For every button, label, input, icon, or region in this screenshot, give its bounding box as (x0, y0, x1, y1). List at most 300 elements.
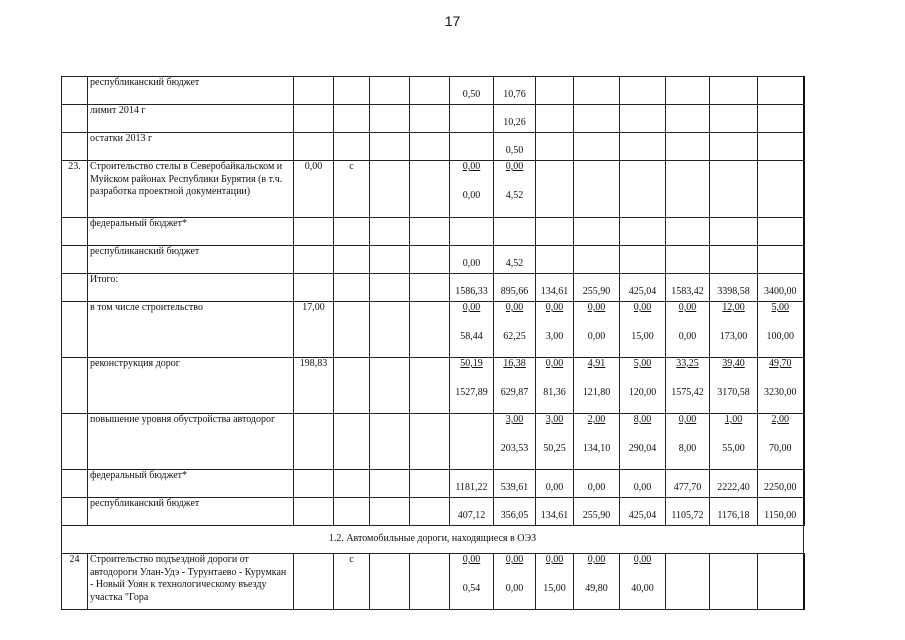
value-cell (666, 218, 710, 246)
value-top (712, 218, 755, 230)
empty-cell (410, 77, 450, 105)
value-top: 16,38 (503, 358, 526, 369)
row-name: реконструкция дорог (88, 358, 294, 414)
section-row (62, 526, 804, 554)
value-top: 0,00 (545, 358, 564, 369)
value-cell (574, 161, 620, 218)
type-cell (334, 77, 370, 105)
value-top: 0,00 (462, 302, 481, 313)
value-top (668, 470, 707, 482)
table-row (62, 246, 804, 274)
type-cell (334, 358, 370, 414)
value-top (452, 470, 491, 482)
empty-cell (410, 302, 450, 358)
value-cell (758, 133, 804, 161)
value-cell (494, 498, 536, 526)
value-top: 5,00 (633, 358, 652, 369)
empty-cell (410, 218, 450, 246)
row-number (62, 470, 88, 498)
type-cell (334, 274, 370, 302)
empty-cell (410, 358, 450, 414)
value-top (576, 161, 617, 173)
type-cell: с (334, 554, 370, 610)
value-top (760, 498, 801, 510)
value-top (712, 77, 755, 89)
value-cell (710, 414, 758, 470)
value-bottom: 0,50 (462, 89, 481, 100)
empty-cell (410, 133, 450, 161)
value-cell (758, 358, 804, 414)
row-name: республиканский бюджет (88, 246, 294, 274)
value-bottom: 62,25 (503, 330, 526, 342)
value-cell (574, 77, 620, 105)
value-cell (450, 274, 494, 302)
cost-cell (294, 470, 334, 498)
value-top (668, 77, 707, 89)
value-top (538, 105, 571, 117)
value-top (538, 498, 571, 510)
value-cell (494, 554, 536, 610)
value-cell (450, 105, 494, 133)
value-cell (758, 218, 804, 246)
value-bottom: 2222,40 (717, 482, 750, 493)
value-bottom: 477,70 (673, 482, 702, 493)
value-cell (620, 302, 666, 358)
value-cell (666, 133, 710, 161)
value-bottom: 0,00 (587, 482, 606, 493)
value-top: 33,25 (676, 358, 699, 369)
value-bottom: 58,44 (460, 330, 483, 342)
value-bottom: 40,00 (631, 582, 654, 594)
value-bottom: 1181,22 (455, 482, 488, 493)
table-row (62, 274, 804, 302)
value-top (712, 161, 755, 173)
value-top (576, 470, 617, 482)
value-bottom: 203,53 (500, 442, 529, 454)
value-cell (758, 498, 804, 526)
value-bottom: 50,25 (543, 442, 566, 454)
value-bottom: 134,10 (582, 442, 611, 454)
row-name: республиканский бюджет (88, 77, 294, 105)
table-row (62, 414, 804, 470)
empty-cell (370, 133, 410, 161)
value-bottom: 0,00 (587, 330, 606, 342)
value-top (576, 498, 617, 510)
cost-cell (294, 218, 334, 246)
value-cell (494, 470, 536, 498)
value-bottom: 3,00 (545, 330, 564, 342)
value-top (452, 77, 491, 89)
value-bottom: 1527,89 (455, 386, 488, 398)
value-cell (450, 358, 494, 414)
value-cell (620, 470, 666, 498)
table-row (62, 470, 804, 498)
value-bottom: 4,52 (505, 189, 524, 201)
value-cell (494, 218, 536, 246)
value-top (760, 161, 801, 173)
value-top (712, 133, 755, 145)
value-bottom: 8,00 (678, 442, 697, 454)
value-bottom: 3230,00 (764, 386, 797, 398)
table-row (62, 218, 804, 246)
row-name: остатки 2013 г (88, 133, 294, 161)
value-cell (710, 77, 758, 105)
value-top (496, 498, 533, 510)
table-row (62, 302, 804, 358)
value-top (760, 218, 801, 230)
value-cell (758, 105, 804, 133)
value-cell (574, 302, 620, 358)
empty-cell (410, 498, 450, 526)
value-bottom: 356,05 (500, 510, 529, 521)
value-cell (536, 246, 574, 274)
value-top (496, 77, 533, 89)
value-cell (574, 470, 620, 498)
value-bottom: 0,00 (633, 482, 652, 493)
value-top (668, 498, 707, 510)
value-top (452, 274, 491, 286)
value-top (452, 414, 491, 426)
empty-cell (370, 358, 410, 414)
value-top (452, 498, 491, 510)
value-bottom: 539,61 (500, 482, 529, 493)
value-cell (494, 77, 536, 105)
value-cell (666, 498, 710, 526)
value-bottom: 100,00 (766, 330, 794, 342)
value-bottom: 290,04 (628, 442, 657, 454)
empty-cell (370, 414, 410, 470)
row-name: федеральный бюджет* (88, 218, 294, 246)
value-cell (666, 414, 710, 470)
value-cell (666, 246, 710, 274)
value-cell (666, 77, 710, 105)
row-name: Строительство стелы в Северобайкальском и Муйском районах Республики Бурятия (в т.ч. разработка проектной документации) (88, 161, 294, 218)
value-top (538, 161, 571, 173)
value-top (668, 161, 707, 173)
type-cell (334, 498, 370, 526)
value-cell (620, 358, 666, 414)
value-top: 0,00 (462, 161, 481, 172)
value-top: 8,00 (633, 414, 652, 425)
value-bottom: 3170,58 (717, 386, 750, 398)
value-bottom: 255,90 (582, 510, 611, 521)
value-cell (620, 498, 666, 526)
value-bottom: 1583,42 (671, 286, 704, 297)
value-bottom: 120,00 (628, 386, 657, 398)
value-bottom: 895,66 (500, 286, 529, 297)
value-top (538, 77, 571, 89)
value-bottom: 10,26 (503, 117, 526, 128)
value-top: 0,00 (678, 414, 697, 425)
value-bottom: 0,54 (462, 582, 481, 594)
value-cell (494, 358, 536, 414)
value-cell (574, 133, 620, 161)
value-bottom: 49,80 (585, 582, 608, 594)
value-top (576, 274, 617, 286)
table-row (62, 161, 804, 218)
empty-cell (370, 470, 410, 498)
value-bottom: 425,04 (628, 286, 657, 297)
value-cell (494, 246, 536, 274)
value-top (452, 218, 491, 230)
value-cell (450, 414, 494, 470)
value-bottom: 0,00 (462, 258, 481, 269)
empty-cell (370, 77, 410, 105)
value-bottom: 0,00 (505, 582, 524, 594)
value-cell (620, 161, 666, 218)
value-bottom: 255,90 (582, 286, 611, 297)
value-cell (758, 554, 804, 610)
row-number: 24 (62, 554, 88, 610)
value-cell (494, 105, 536, 133)
value-top: 0,00 (633, 302, 652, 313)
type-cell (334, 105, 370, 133)
value-cell (450, 77, 494, 105)
value-top (668, 105, 707, 117)
value-top: 1,00 (724, 414, 743, 425)
type-cell (334, 302, 370, 358)
empty-cell (370, 105, 410, 133)
value-bottom: 2250,00 (764, 482, 797, 493)
value-bottom: 629,87 (500, 386, 529, 398)
empty-cell (410, 554, 450, 610)
value-cell (620, 274, 666, 302)
value-cell (666, 274, 710, 302)
row-name: Итого: (88, 274, 294, 302)
empty-cell (370, 246, 410, 274)
value-cell (536, 274, 574, 302)
row-number (62, 358, 88, 414)
value-bottom: 15,00 (631, 330, 654, 342)
empty-cell (370, 161, 410, 218)
value-top (760, 133, 801, 145)
empty-cell (370, 218, 410, 246)
value-top (452, 246, 491, 258)
value-cell (494, 161, 536, 218)
table-row (62, 133, 804, 161)
value-cell (574, 358, 620, 414)
value-cell (758, 246, 804, 274)
value-bottom: 173,00 (719, 330, 748, 342)
value-top (496, 133, 533, 145)
row-name: федеральный бюджет* (88, 470, 294, 498)
value-top (622, 274, 663, 286)
value-bottom: 1586,33 (455, 286, 488, 297)
row-name: Строительство подъездной дороги от автодороги Улан-Удэ - Турунтаево - Курумкан - Новый Уоян к технологическому въезду участка "Гора (88, 554, 294, 610)
value-top (622, 218, 663, 230)
value-top (496, 218, 533, 230)
value-top (712, 246, 755, 258)
value-cell (710, 218, 758, 246)
type-cell: с (334, 161, 370, 218)
value-top (668, 133, 707, 145)
cost-cell (294, 498, 334, 526)
value-cell (450, 302, 494, 358)
value-bottom: 1105,72 (671, 510, 704, 521)
row-number (62, 105, 88, 133)
empty-cell (410, 414, 450, 470)
value-cell (620, 246, 666, 274)
value-cell (536, 358, 574, 414)
value-cell (710, 498, 758, 526)
value-top: 12,00 (722, 302, 745, 313)
empty-cell (410, 246, 450, 274)
value-top: 3,00 (545, 414, 564, 425)
value-cell (450, 161, 494, 218)
value-bottom: 70,00 (769, 442, 792, 454)
value-cell (620, 133, 666, 161)
value-bottom: 3398,58 (717, 286, 750, 297)
value-cell (666, 358, 710, 414)
value-cell (710, 161, 758, 218)
value-top: 5,00 (771, 302, 789, 313)
value-top (576, 133, 617, 145)
value-cell (758, 77, 804, 105)
value-top (576, 246, 617, 258)
value-top: 0,00 (633, 554, 652, 565)
value-top: 3,00 (505, 414, 524, 425)
value-top: 0,00 (545, 554, 564, 565)
value-cell (666, 161, 710, 218)
value-cell (620, 218, 666, 246)
type-cell (334, 218, 370, 246)
value-bottom: 0,50 (505, 145, 524, 156)
value-cell (450, 133, 494, 161)
value-top (760, 77, 801, 89)
section-title: 1.2. Автомобильные дороги, находящиеся в ОЭЗ (62, 526, 804, 554)
value-cell (494, 274, 536, 302)
table-row (62, 358, 804, 414)
value-top (622, 246, 663, 258)
value-cell (536, 302, 574, 358)
value-cell (710, 133, 758, 161)
value-bottom: 1150,00 (764, 510, 797, 521)
value-top (496, 274, 533, 286)
cost-cell (294, 105, 334, 133)
value-cell (536, 414, 574, 470)
value-top (712, 274, 755, 286)
value-cell (536, 470, 574, 498)
value-cell (536, 554, 574, 610)
value-top (622, 105, 663, 117)
value-cell (536, 77, 574, 105)
value-cell (450, 498, 494, 526)
value-top (576, 105, 617, 117)
empty-cell (410, 161, 450, 218)
value-top (576, 218, 617, 230)
value-top: 0,00 (505, 161, 524, 172)
value-cell (536, 498, 574, 526)
value-cell (574, 498, 620, 526)
value-bottom: 1575,42 (671, 386, 704, 398)
value-top: 0,00 (587, 554, 606, 565)
value-top (668, 246, 707, 258)
cost-cell (294, 554, 334, 610)
value-top: 2,00 (771, 414, 789, 425)
value-cell (450, 218, 494, 246)
value-cell (620, 105, 666, 133)
value-bottom: 55,00 (722, 442, 745, 454)
value-top (668, 218, 707, 230)
value-top (538, 274, 571, 286)
value-bottom: 10,76 (503, 89, 526, 100)
cost-cell (294, 133, 334, 161)
value-top (622, 77, 663, 89)
value-top: 0,00 (587, 302, 606, 313)
value-cell (710, 302, 758, 358)
cost-cell: 0,00 (294, 161, 334, 218)
value-top (712, 498, 755, 510)
row-number (62, 302, 88, 358)
value-top (576, 77, 617, 89)
row-name: повышение уровня обустройства автодорог (88, 414, 294, 470)
type-cell (334, 470, 370, 498)
value-top (538, 133, 571, 145)
page-number: 17 (444, 13, 461, 29)
value-top: 0,00 (678, 302, 697, 313)
value-top (760, 470, 801, 482)
value-top: 49,70 (769, 358, 792, 369)
row-number (62, 133, 88, 161)
budget-table (61, 76, 805, 610)
value-cell (758, 274, 804, 302)
row-name: лимит 2014 г (88, 105, 294, 133)
value-bottom: 425,04 (628, 510, 657, 521)
value-bottom: 1176,18 (717, 510, 750, 521)
value-top (712, 470, 755, 482)
value-top (668, 274, 707, 286)
value-cell (710, 358, 758, 414)
value-top: 50,19 (460, 358, 483, 369)
type-cell (334, 133, 370, 161)
table-row (62, 498, 804, 526)
value-cell (710, 274, 758, 302)
value-top (538, 470, 571, 482)
value-cell (574, 218, 620, 246)
value-top (622, 161, 663, 173)
value-top (496, 246, 533, 258)
row-number (62, 498, 88, 526)
value-cell (536, 161, 574, 218)
value-cell (574, 246, 620, 274)
value-cell (620, 414, 666, 470)
value-cell (758, 470, 804, 498)
value-cell (758, 302, 804, 358)
value-bottom: 15,00 (543, 582, 566, 594)
cost-cell: 17,00 (294, 302, 334, 358)
value-cell (574, 105, 620, 133)
cost-cell (294, 246, 334, 274)
value-cell (710, 470, 758, 498)
value-cell (494, 302, 536, 358)
row-number (62, 274, 88, 302)
value-top: 0,00 (462, 554, 481, 565)
value-cell (574, 414, 620, 470)
value-bottom: 0,00 (545, 482, 564, 493)
value-top (452, 105, 491, 117)
value-bottom: 4,52 (505, 258, 524, 269)
value-cell (450, 554, 494, 610)
value-top (622, 470, 663, 482)
value-top (496, 105, 533, 117)
value-bottom: 134,61 (540, 510, 569, 521)
value-top: 39,40 (722, 358, 745, 369)
row-number (62, 246, 88, 274)
value-cell (758, 161, 804, 218)
value-top (760, 246, 801, 258)
value-top (712, 105, 755, 117)
value-cell (536, 105, 574, 133)
